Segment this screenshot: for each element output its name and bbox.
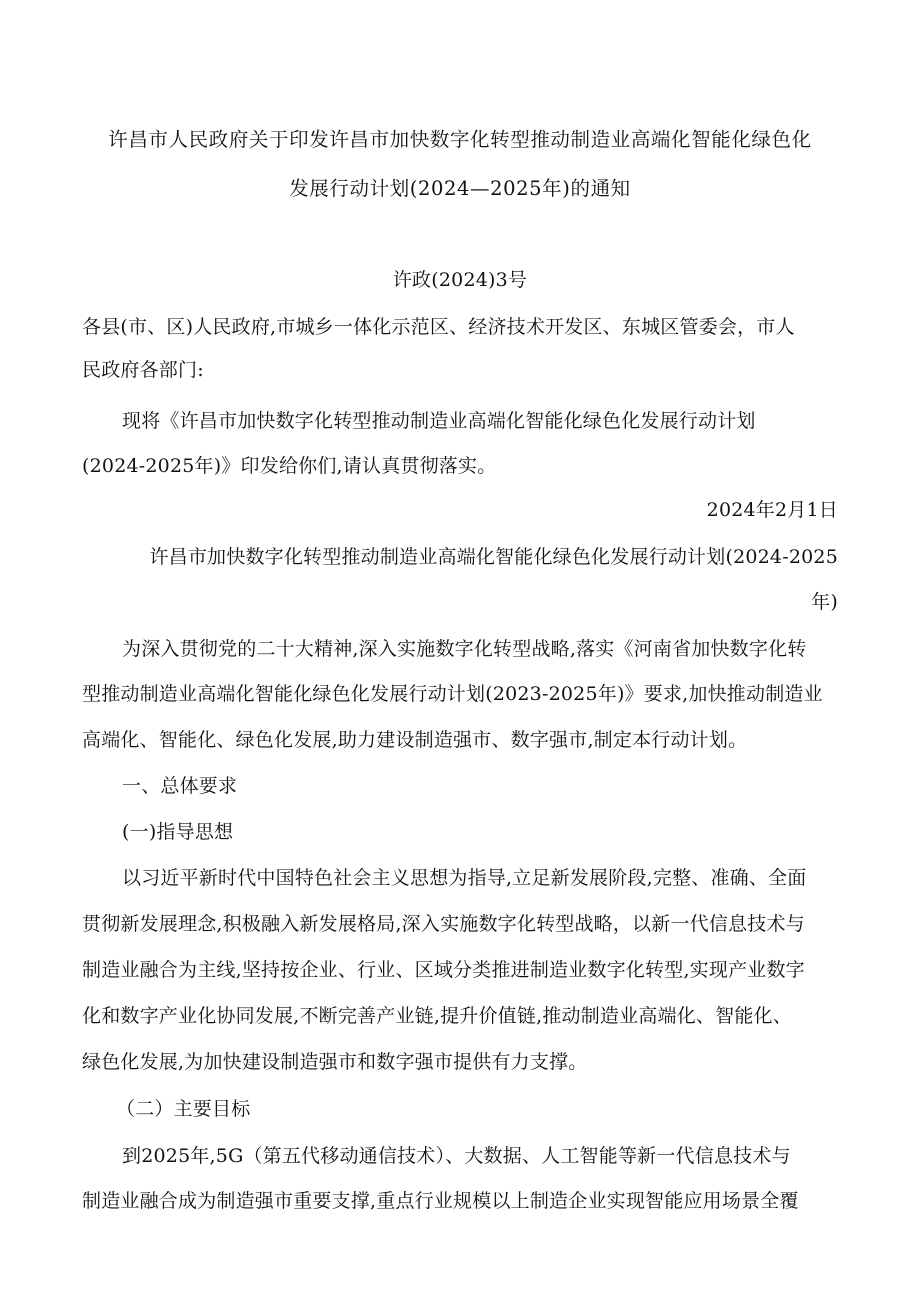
subsection-heading-main-goals: （二）主要目标 [116,1098,251,1120]
guiding-paragraph-line-3: 制造业融合为主线,坚持按企业、行业、区域分类推进制造业数字化转型,实现产业数字 [82,959,805,981]
intro-paragraph-line-1: 为深入贯彻党的二十大精神,深入实施数字化转型战略,落实《河南省加快数字化转 [122,638,807,660]
document-title-line-2: 发展行动计划(2024—2025年)的通知 [289,177,631,200]
guiding-paragraph-line-4: 化和数字产业化协同发展,不断完善产业链,提升价值链,推动制造业高端化、智能化、 [82,1005,792,1027]
notice-text-line-2: (2024-2025年)》印发给你们,请认真贯彻落实。 [82,455,497,477]
goals-paragraph-line-1: 到2025年,5G（第五代移动通信技术）、大数据、人工智能等新一代信息技术与 [122,1145,791,1167]
notice-text-line-1: 现将《许昌市加快数字化转型推动制造业高端化智能化绿色化发展行动计划 [122,410,756,432]
guiding-paragraph-line-5: 绿色化发展,为加快建设制造强市和数字强市提供有力支撑。 [82,1051,588,1073]
guiding-paragraph-line-2: 贯彻新发展理念,积极融入新发展格局,深入实施数字化转型战略，以新一代信息技术与 [82,913,805,935]
issue-date: 2024年2月1日 [706,499,838,521]
recipients-line-1: 各县(市、区)人民政府,市城乡一体化示范区、经济技术开发区、东城区管委会，市人 [82,316,795,338]
plan-title-line-2: 年) [811,591,838,613]
guiding-paragraph-line-1: 以习近平新时代中国特色社会主义思想为指导,立足新发展阶段,完整、准确、全面 [122,867,807,889]
goals-paragraph-line-2: 制造业融合成为制造强市重要支撑,重点行业规模以上制造企业实现智能应用场景全覆 [82,1190,799,1212]
plan-title-line-1: 许昌市加快数字化转型推动制造业高端化智能化绿色化发展行动计划(2024-2025 [149,546,838,568]
intro-paragraph-line-3: 高端化、智能化、绿色化发展,助力建设制造强市、数字强市,制定本行动计划。 [82,729,748,751]
section-heading-general-requirements: 一、总体要求 [122,775,238,797]
intro-paragraph-line-2: 型推动制造业高端化智能化绿色化发展行动计划(2023-2025年)》要求,加快推动制造业 [82,683,823,705]
document-number: 许政(2024)3号 [392,269,528,291]
recipients-line-2: 民政府各部门: [82,359,204,381]
subsection-heading-guiding-ideology: (一)指导思想 [122,821,234,843]
document-title-line-1: 许昌市人民政府关于印发许昌市加快数字化转型推动制造业高端化智能化绿色化 [108,128,812,151]
